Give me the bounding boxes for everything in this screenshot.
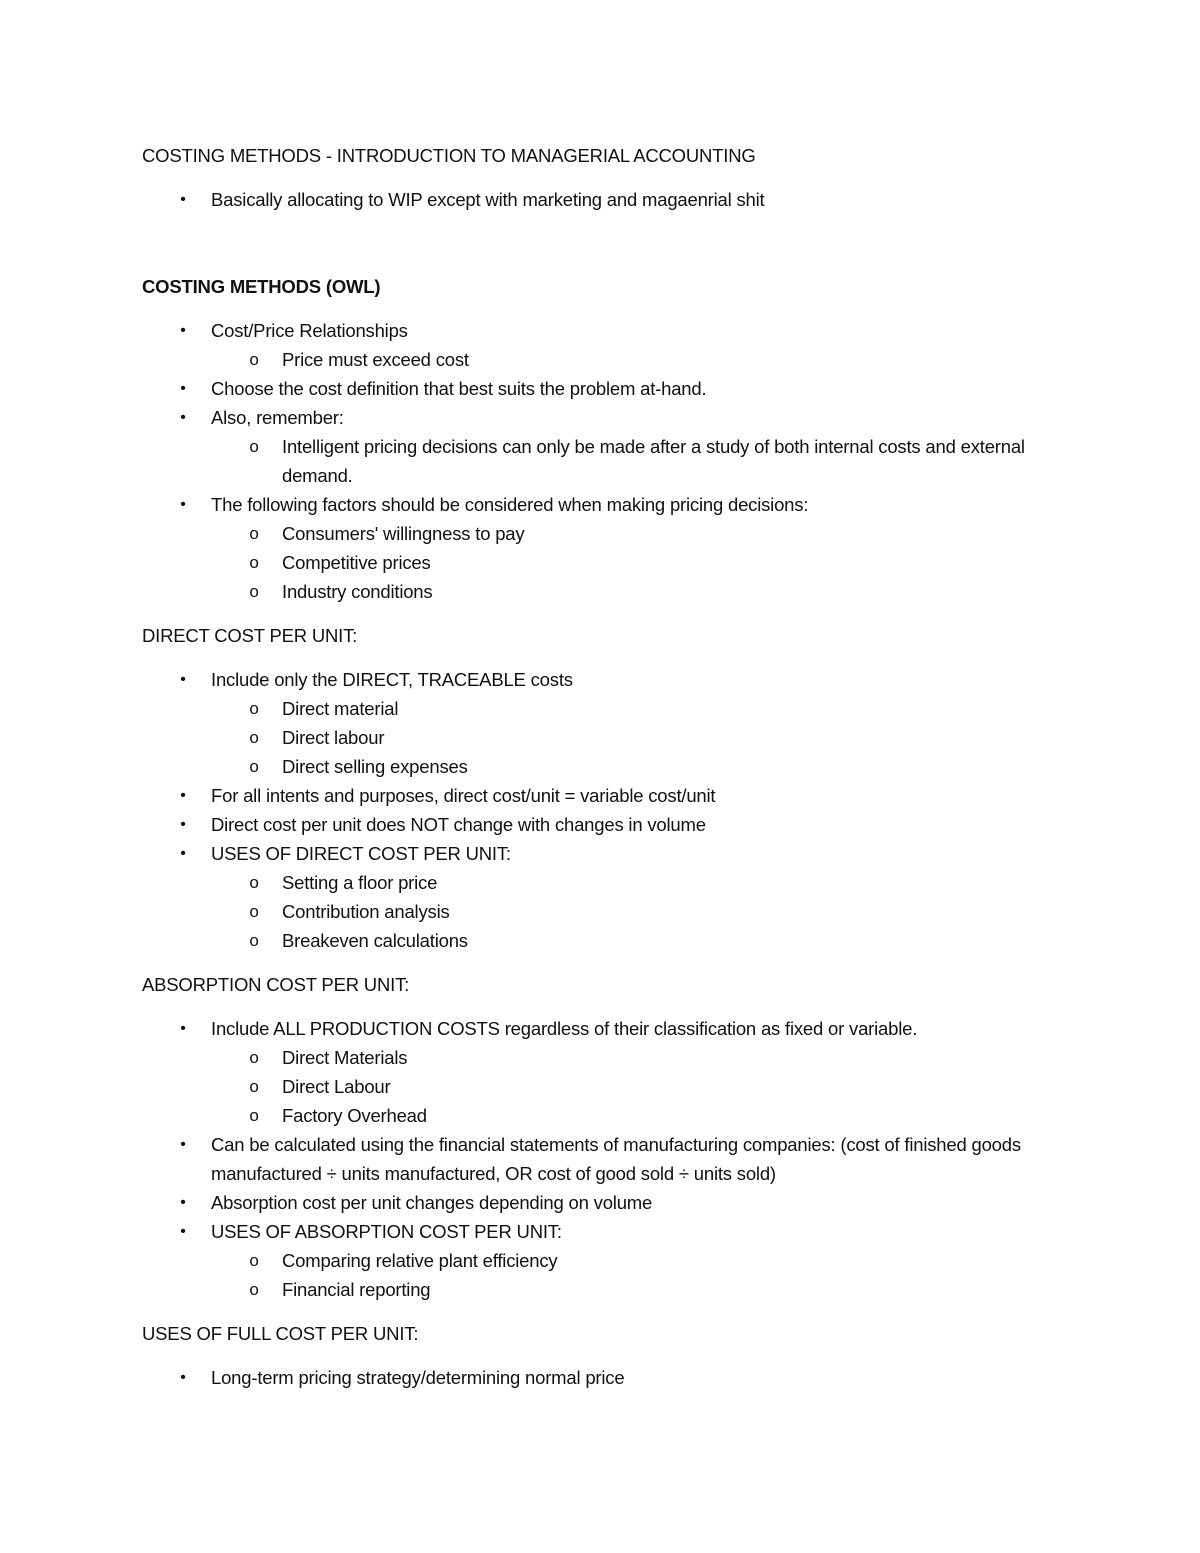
sub-list-item: [211, 868, 1062, 897]
sub-bullet-icon: o: [249, 931, 259, 950]
bullet-list-full-cost: [142, 1363, 1062, 1392]
list-item: [142, 810, 1062, 839]
list-item-text: Can be calculated using the financial statements of manufacturing companies: (cost of finished goods manufactured ÷ units manufactured, OR cost of good sold ÷ units sold): [211, 1134, 1021, 1184]
list-item-text: Basically allocating to WIP except with marketing and magaenrial shit: [211, 189, 765, 210]
list-item-text: USES OF DIRECT COST PER UNIT:: [211, 843, 511, 864]
section-heading-full-cost: USES OF FULL COST PER UNIT:: [142, 1323, 419, 1344]
list-item-text: Direct cost per unit does NOT change with changes in volume: [211, 814, 706, 835]
sub-list: [142, 868, 1062, 955]
sub-list-item-text: Direct labour: [282, 727, 385, 748]
section-heading-direct-cost: DIRECT COST PER UNIT:: [142, 625, 358, 646]
bullet-icon: •: [180, 1020, 186, 1037]
sub-list-item-text: Direct Labour: [282, 1076, 391, 1097]
list-item: [142, 374, 1062, 403]
sub-list-item-text: Consumers' willingness to pay: [282, 523, 525, 544]
bullet-icon: •: [180, 1136, 186, 1153]
sub-bullet-icon: o: [249, 757, 259, 776]
sub-list-item: [211, 345, 1062, 374]
sub-bullet-icon: o: [249, 553, 259, 572]
list-item-text: For all intents and purposes, direct cost/unit = variable cost/unit: [211, 785, 716, 806]
bullet-icon: •: [180, 380, 186, 397]
list-item-text: Long-term pricing strategy/determining normal price: [211, 1367, 625, 1388]
list-item: [142, 1130, 1062, 1188]
bullet-icon: •: [180, 191, 186, 208]
bullet-icon: •: [180, 1194, 186, 1211]
list-item-text: Also, remember:: [211, 407, 344, 428]
bullet-list-owl: [142, 316, 1062, 606]
sub-list-item-text: Setting a floor price: [282, 872, 438, 893]
sub-bullet-icon: o: [249, 437, 259, 456]
bullet-list-absorption-cost: [142, 1014, 1062, 1304]
list-item: [142, 490, 1062, 606]
sub-list-item-text: Contribution analysis: [282, 901, 450, 922]
sub-list: [142, 1246, 1062, 1304]
list-item: [142, 665, 1062, 781]
sub-list-item: [211, 519, 1062, 548]
list-item: [142, 839, 1062, 955]
list-item-text: Include ALL PRODUCTION COSTS regardless of their classification as fixed or variable.: [211, 1018, 918, 1039]
sub-bullet-icon: o: [249, 1280, 259, 1299]
list-item: [142, 1217, 1062, 1304]
sub-bullet-icon: o: [249, 350, 259, 369]
list-item-text: USES OF ABSORPTION COST PER UNIT:: [211, 1221, 562, 1242]
sub-bullet-icon: o: [249, 1077, 259, 1096]
sub-bullet-icon: o: [249, 582, 259, 601]
list-item: [142, 1188, 1062, 1217]
sub-list-item: [211, 1275, 1062, 1304]
list-item-text: The following factors should be considered when making pricing decisions:: [211, 494, 809, 515]
section-heading-owl: COSTING METHODS (OWL): [142, 276, 381, 297]
bullet-icon: •: [180, 496, 186, 513]
sub-bullet-icon: o: [249, 873, 259, 892]
sub-list-item: [211, 577, 1062, 606]
sub-list-item: [211, 723, 1062, 752]
sub-list-item: [211, 548, 1062, 577]
sub-bullet-icon: o: [249, 1251, 259, 1270]
sub-list-item-text: Factory Overhead: [282, 1105, 427, 1126]
list-item: [142, 185, 1062, 214]
sub-bullet-icon: o: [249, 728, 259, 747]
list-item-text: Choose the cost definition that best suits the problem at-hand.: [211, 378, 707, 399]
sub-list-item-text: Comparing relative plant efficiency: [282, 1250, 558, 1271]
sub-list-item-text: Breakeven calculations: [282, 930, 468, 951]
list-item: [142, 1363, 1062, 1392]
sub-list-item: [211, 1246, 1062, 1275]
sub-list-item-text: Competitive prices: [282, 552, 431, 573]
sub-list: [142, 519, 1062, 606]
sub-list: [142, 1043, 1062, 1130]
bullet-icon: •: [180, 1223, 186, 1240]
bullet-list-direct-cost: [142, 665, 1062, 955]
sub-bullet-icon: o: [249, 524, 259, 543]
sub-bullet-icon: o: [249, 1048, 259, 1067]
sub-list-item: [211, 752, 1062, 781]
bullet-list-intro: [142, 185, 1062, 214]
sub-list-item-text: Direct Materials: [282, 1047, 408, 1068]
list-item: [142, 1014, 1062, 1130]
sub-list-item-text: Financial reporting: [282, 1279, 431, 1300]
list-item: [142, 316, 1062, 374]
sub-list-item-text: Intelligent pricing decisions can only be made after a study of both internal costs and external demand.: [282, 436, 1025, 486]
sub-bullet-icon: o: [249, 699, 259, 718]
section-heading-absorption-cost: ABSORPTION COST PER UNIT:: [142, 974, 410, 995]
list-item: [142, 403, 1062, 490]
sub-list-item: [211, 1101, 1062, 1130]
bullet-icon: •: [180, 1369, 186, 1386]
bullet-icon: •: [180, 409, 186, 426]
list-item-text: Include only the DIRECT, TRACEABLE costs: [211, 669, 573, 690]
list-item: [142, 781, 1062, 810]
sub-list-item: [211, 694, 1062, 723]
sub-bullet-icon: o: [249, 1106, 259, 1125]
sub-list-item-text: Industry conditions: [282, 581, 433, 602]
bullet-icon: •: [180, 816, 186, 833]
list-item-text: Cost/Price Relationships: [211, 320, 408, 341]
document-content: [142, 141, 1062, 1392]
sub-list-item: [211, 926, 1062, 955]
list-item-text: Absorption cost per unit changes depending on volume: [211, 1192, 653, 1213]
bullet-icon: •: [180, 322, 186, 339]
sub-list-item-text: Direct material: [282, 698, 399, 719]
sub-list-item-text: Direct selling expenses: [282, 756, 468, 777]
sub-list: [142, 694, 1062, 781]
sub-list: [142, 345, 1062, 374]
bullet-icon: •: [180, 671, 186, 688]
sub-list-item: [211, 1072, 1062, 1101]
sub-list-item: [211, 432, 1062, 490]
bullet-icon: •: [180, 787, 186, 804]
section-heading-intro: COSTING METHODS - INTRODUCTION TO MANAGERIAL ACCOUNTING: [142, 145, 756, 166]
bullet-icon: •: [180, 845, 186, 862]
sub-list: [142, 432, 1062, 490]
sub-list-item: [211, 1043, 1062, 1072]
sub-list-item-text: Price must exceed cost: [282, 349, 469, 370]
sub-bullet-icon: o: [249, 902, 259, 921]
sub-list-item: [211, 897, 1062, 926]
